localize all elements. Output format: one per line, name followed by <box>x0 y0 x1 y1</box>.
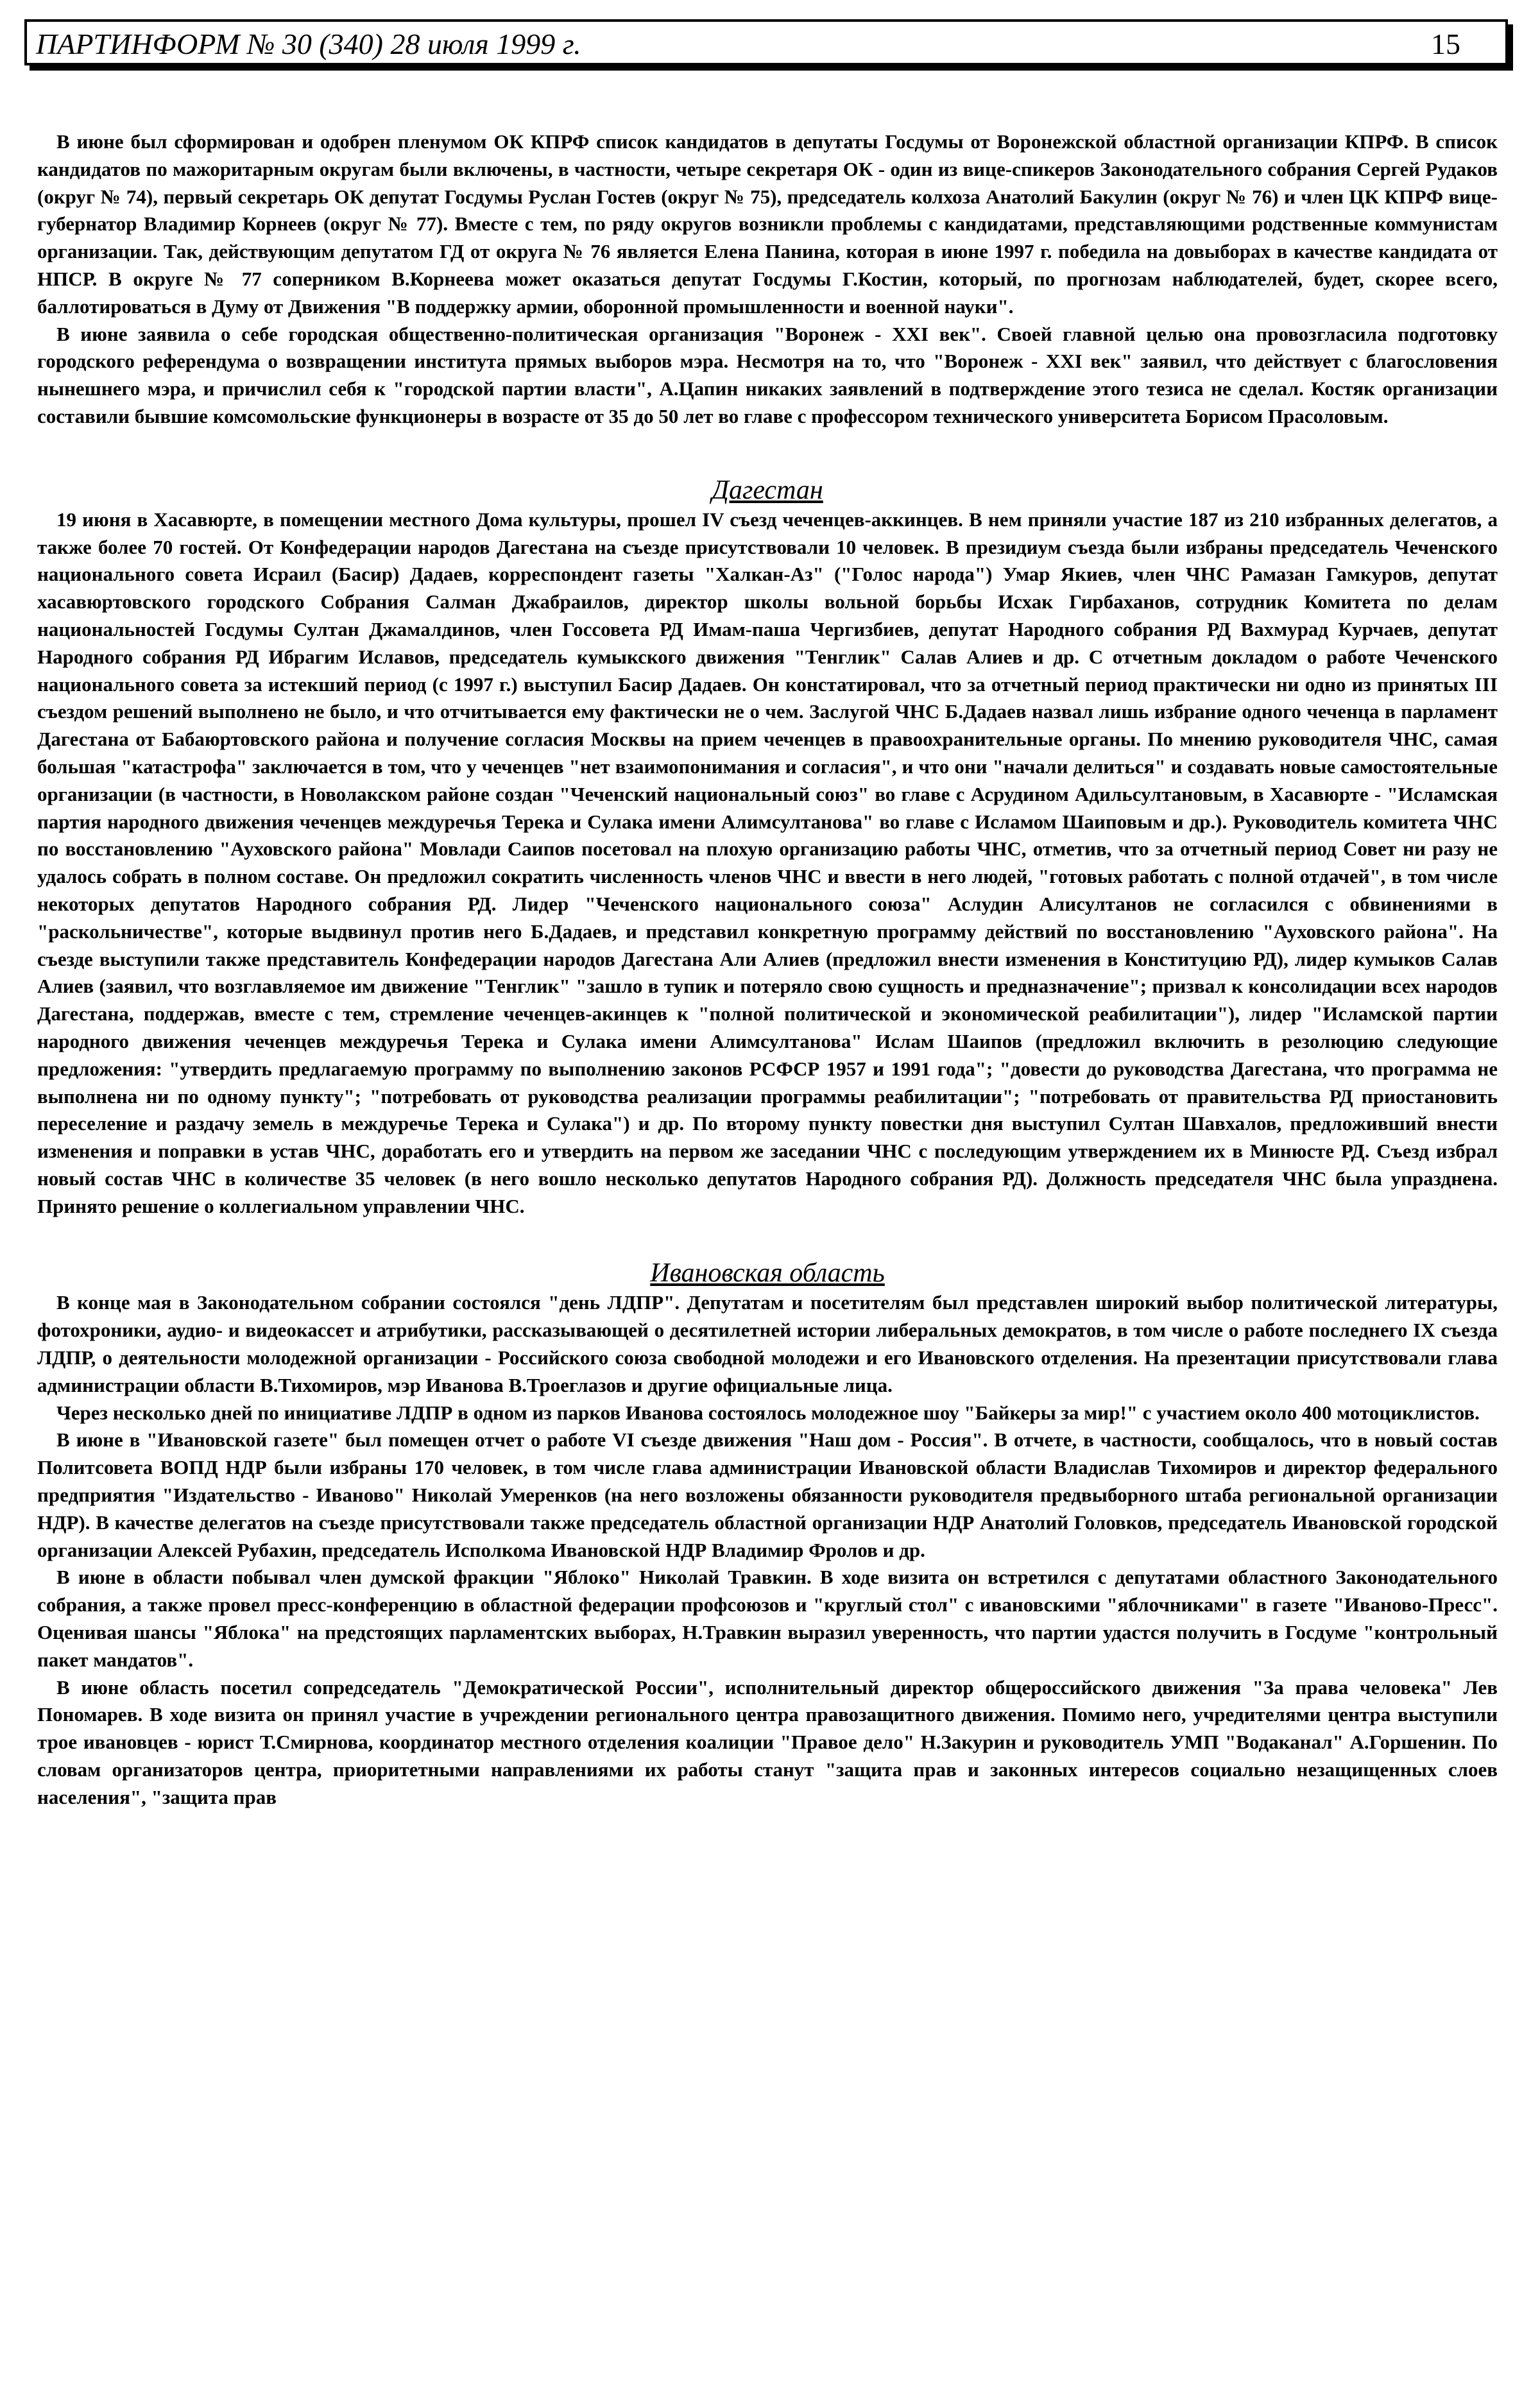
voronezh-section <box>37 128 1498 431</box>
page-header <box>24 19 1508 65</box>
paragraph: В июне был сформирован и одобрен пленумом ОК КПРФ список кандидатов в депутаты Госдумы от Воронежской областной организации КПРФ. В список кандидатов по мажоритарным округам были включены, в частности, четыре секретаря ОК - один из вице-спикеров Законодательного собрания Сергей Рудаков (округ № 74), первый секретарь ОК депутат Госдумы Руслан Гостев (округ № 75), председатель колхоза Анатолий Бакулин (округ № 76) и член ЦК КПРФ вице-губернатор Владимир Корнеев (округ № 77). Вместе с тем, по ряду округов возникли проблемы с кандидатами, представляющими родственные коммунистам организации. Так, действующим депутатом ГД от округа № 76 является Елена Панина, которая в июне 1997 г. победила на довыборах в качестве кандидата от НПСР. В округе № 77 соперником В.Корнеева может оказаться депутат Госдумы Г.Костин, который, по прогнозам наблюдателей, будет, скорее всего, баллотироваться в Думу от Движения "В поддержку армии, оборонной промышленности и военной науки". <box>37 130 1498 318</box>
section-heading-dagestan: Дагестан <box>712 475 823 505</box>
paragraph: В конце мая в Законодательном собрании состоялся "день ЛДПР". Депутатам и посетителям был представлен широкий выбор политической литературы, фотохроники, аудио- и видеокассет и атрибутики, рассказывающей о десятилетней истории либеральных демократов, в том числе о работе последнего IX съезда ЛДПР, о деятельности молодежной организации - Российского союза свободной молодежи и его Ивановского отделения. На презентации присутствовали глава администрации области В.Тихомиров, мэр Иванова В.Троеглазов и другие официальные лица. <box>37 1291 1498 1396</box>
dagestan-section <box>37 474 1498 1221</box>
paragraph: В июне заявила о себе городская общественно-политическая организация "Воронеж - XXI век". Своей главной целью она провозгласила подготовку городского референдума о возвращении института прямых выборов мэра. Несмотря на то, что "Воронеж - XXI век" заявил, что действует с благословения нынешнего мэра, и причислил себя к "городской партии власти", А.Цапин никаких заявлений в подтверждение этого тезиса не сделал. Костяк организации составили бывшие комсомольские функционеры в возрасте от 35 до 50 лет во главе с профессором технического университета Борисом Прасоловым. <box>37 322 1498 427</box>
publication-title: ПАРТИНФОРМ № 30 (340) 28 июля 1999 г. <box>36 28 581 60</box>
paragraph: В июне в области побывал член думской фракции "Яблоко" Николай Травкин. В ходе визита он встретился с депутатами областного Законодательного собрания, а также провел пресс-конференцию в областной федерации профсоюзов и "круглый стол" с ивановскими "яблочниками" в газете "Иваново-Пресс". Оценивая шансы "Яблока" на предстоящих парламентских выборах, Н.Травкин выразил уверенность, что партии удастся получить в Госдуме "контрольный пакет мандатов". <box>37 1566 1498 1671</box>
paragraph: В июне в "Ивановской газете" был помещен отчет о работе VI съезде движения "Наш дом - Россия". В отчете, в частности, сообщалось, что в новый состав Политсовета ВОПД НДР были избраны 170 человек, в том числе глава администрации Ивановской области Владислав Тихомиров и директор федерального предприятия "Издательство - Иваново" Николай Умеренков (на него возложены обязанности руководителя предвыборного штаба региональной организации НДР). В качестве делегатов на съезде присутствовали также председатель областной организации НДР Анатолий Головков, председатель Ивановской городской организации Алексей Рубахин, председатель Исполкома Ивановской НДР Владимир Фролов и др. <box>37 1428 1498 1561</box>
section-heading-ivanovo: Ивановская область <box>650 1258 885 1289</box>
paragraph: Через несколько дней по инициативе ЛДПР в одном из парков Иванова состоялось молодежное шоу "Байкеры за мир!" с участием около 400 мотоциклистов. <box>56 1401 1480 1424</box>
article-body <box>37 128 1498 1812</box>
ivanovo-section <box>37 1257 1498 1811</box>
paragraph: 19 июня в Хасавюрте, в помещении местного Дома культуры, прошел IV съезд чеченцев-аккинцев. В нем приняли участие 187 из 210 избранных делегатов, а также более 70 гостей. От Конфедерации народов Дагестана на съезде присутствовали 10 человек. В президиум съезда были избраны председатель Чеченского национального совета Исраил (Басир) Дадаев, корреспондент газеты "Халкан-Аз" ("Голос народа") Умар Якиев, член ЧНС Рамазан Гамкуров, депутат хасавюртовского городского Собрания Салман Джабраилов, директор школы вольной борьбы Исхак Гирбаханов, сотрудник Комитета по делам национальностей Госдумы Султан Джамалдинов, член Госсовета РД Имам-паша Чергизбиев, депутат Народного собрания РД Вахмурад Курчаев, депутат Народного собрания РД Ибрагим Иславов, председатель кумыкского движения "Тенглик" Салав Алиев и др. С отчетным докладом о работе Чеченского национального совета за истекший период (с 1997 г.) выступил Басир Дадаев. Он констатировал, что за отчетный период практически ни одно из принятых III съездом решений выполнено не было, и что отчитывается ему фактически не о чем. Заслугой ЧНС Б.Дадаев назвал лишь избрание одного чеченца в парламент Дагестана от Бабаюртовского района и получение согласия Москвы на прием чеченцев в правоохранительные органы. По мнению руководителя ЧНС, самая большая "катастрофа" заключается в том, что у чеченцев "нет взаимопонимания и согласия", и что они "начали делиться" и создавать новые самостоятельные организации (в частности, в Новолакском районе создан "Чеченский национальный союз" во главе с Асрудином Адильсултановым, в Хасавюрте - "Исламская партия народного движения чеченцев междуречья Терека и Сулака имени Алимсултанова" во главе с Исламом Шаиповым и др.). Руководитель комитета ЧНС по восстановлению "Ауховского района" Мовлади Саипов посетовал на плохую организацию работы ЧНС, отметив, что за отчетный период Совет ни разу не удалось собрать в полном составе. Он предложил сократить численность членов ЧНС и ввести в него людей, "готовых работать с полной отдачей", в том числе некоторых депутатов Народного собрания РД. Лидер "Чеченского национального союза" Аслудин Алисултанов не согласился с обвинениями в "раскольничестве", которые выдвинул против него Б.Дадаев, и представил конкретную программу действий по восстановлению "Ауховского района". На съезде выступили также представитель Конфедерации народов Дагестана Али Алиев (предложил внести изменения в Конституцию РД), лидер кумыков Салав Алиев (заявил, что возглавляемое им движение "Тенглик" "зашло в тупик и потеряло свою сущность и предназначение"; призвал к консолидации всех народов Дагестана, поддержав, вместе с тем, стремление чеченцев-акинцев к "полной политической и экономической реабилитации"), лидер "Исламской партии народного движения чеченцев междуречья Терека и Сулака имени Алимсултанова" Ислам Шаипов (предложил включить в резолюцию следующие предложения: "утвердить предлагаемую программу по выполнению законов РСФСР 1957 и 1991 года"; "довести до руководства Дагестана, что программа не выполнена ни по одному пункту"; "потребовать от руководства реализации программы реабилитации"; "потребовать от правительства РД приостановить переселение и раздачу земель в междуречье Терека и Сулака") и др. По второму пункту повестки дня выступил Султан Шавхалов, предложивший внести изменения и поправки в устав ЧНС, доработать его и утвердить на первом же заседании ЧНС с последующим утверждением их в Минюсте РД. Съезд избрал новый состав ЧНС в количестве 35 человек (в него вошло несколько депутатов Народного собрания РД). Должность председателя ЧНС была упразднена. Принято решение о коллегиальном управлении ЧНС. <box>37 508 1498 1217</box>
paragraph: В июне область посетил сопредседатель "Демократической России", исполнительный директор общероссийского движения "За права человека" Лев Пономарев. В ходе визита он принял участие в учреждении регионального центра правозащитного движения. Помимо него, учредителями центра выступили трое ивановцев - юрист Т.Смирнова, координатор местного отделения коалиции "Правое дело" Н.Закурин и руководитель УМП "Водаканал" А.Горшенин. По словам организаторов центра, приоритетными направлениями их работы станут "защита прав и законных интересов социально незащищенных слоев населения", "защита прав <box>37 1675 1498 1808</box>
page-number: 15 <box>1431 28 1460 60</box>
